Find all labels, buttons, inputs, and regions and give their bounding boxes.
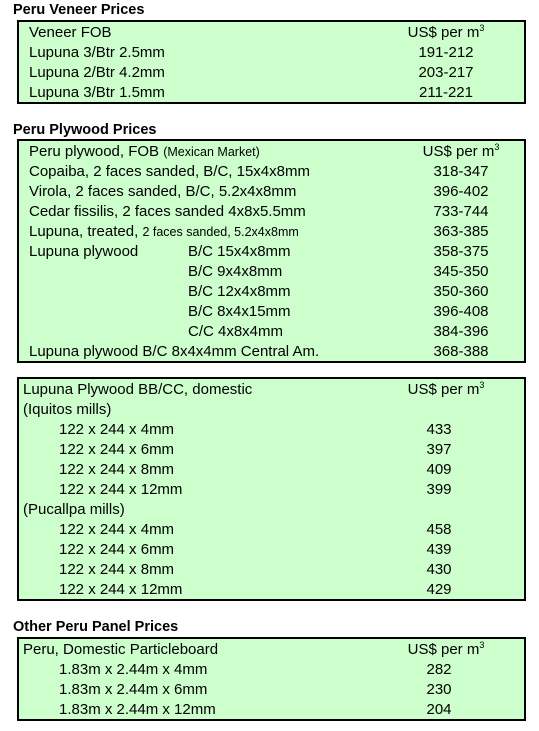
table-row (19, 83, 524, 103)
price-value: 458 (426, 521, 452, 538)
size-label: 1.83m x 2.44m x 12mm (59, 701, 216, 718)
veneer-table (17, 20, 526, 104)
price-value: 211-221 (419, 84, 473, 101)
table-row (19, 560, 524, 580)
price-value: 430 (426, 561, 452, 578)
size-label: 122 x 244 x 4mm (59, 521, 175, 538)
product-label: Copaiba, 2 faces sanded, B/C, 15x4x8mm (29, 163, 310, 180)
plywood-heading: Peru Plywood Prices (13, 122, 157, 138)
price-value: 368-388 (433, 343, 489, 360)
spec-label: C/C 4x8x4mm (188, 323, 284, 340)
plywood-header-row (19, 142, 524, 162)
spec-label: B/C 8x4x15mm (188, 303, 291, 320)
price-value: 384-396 (433, 323, 489, 340)
table-row (19, 680, 524, 700)
product-label: Lupuna plywood B/C 8x4x4mm Central Am. (29, 343, 320, 360)
veneer-header-row (19, 23, 524, 43)
price-value: 350-360 (433, 283, 489, 300)
price-value: 191-212 (418, 44, 474, 61)
price-value: 399 (426, 481, 452, 498)
size-label: 122 x 244 x 8mm (59, 561, 175, 578)
mill-group-label (19, 400, 524, 420)
price-value: 439 (426, 541, 452, 558)
table-row (19, 63, 524, 83)
table-row (19, 282, 524, 302)
size-label: 122 x 244 x 4mm (59, 421, 175, 438)
table-row (19, 222, 524, 242)
table-row (19, 322, 524, 342)
domestic-plywood-table (17, 377, 526, 601)
table-row (19, 420, 524, 440)
spec-label: B/C 12x4x8mm (188, 283, 291, 300)
table-row (19, 480, 524, 500)
domestic-unit-header: US$ per $m^3$ (407, 380, 485, 398)
table-row (19, 700, 524, 720)
table-row (19, 182, 524, 202)
veneer-header-label: Veneer FOB (29, 24, 112, 41)
size-label: 1.83m x 2.44m x 6mm (59, 681, 208, 698)
table-row (19, 660, 524, 680)
plywood-unit-header: US$ per $m^3$ (422, 142, 500, 160)
price-value: 203-217 (418, 64, 474, 81)
price-value: 363-385 (433, 223, 489, 240)
table-row (19, 580, 524, 600)
price-value: 282 (426, 661, 452, 678)
size-label: 122 x 244 x 8mm (59, 461, 175, 478)
panel-header-label: Peru, Domestic Particleboard (23, 641, 219, 658)
size-label: 122 x 244 x 6mm (59, 441, 175, 458)
panel-table (17, 637, 526, 721)
veneer-unit-header: US$ per $m^3$ (407, 23, 485, 41)
product-label: Lupuna 3/Btr 2.5mm (29, 44, 165, 61)
mill-label: (Iquitos mills) (23, 401, 112, 418)
product-label: Virola, 2 faces sanded, B/C, 5.2x4x8mm (29, 183, 297, 200)
panel-header-row (19, 640, 524, 660)
size-label: 1.83m x 2.44m x 4mm (59, 661, 208, 678)
mill-group-label (19, 500, 524, 520)
price-value: 409 (426, 461, 452, 478)
domestic-header-label: Lupuna Plywood BB/CC, domestic (23, 381, 253, 398)
plywood-table (17, 139, 526, 363)
table-row (19, 302, 524, 322)
panel-heading: Other Peru Panel Prices (13, 619, 179, 635)
table-row (19, 520, 524, 540)
domestic-header-row (19, 380, 524, 400)
price-value: 230 (426, 681, 452, 698)
table-row (19, 202, 524, 222)
price-value: 429 (426, 581, 452, 598)
price-value: 396-402 (433, 183, 489, 200)
size-label: 122 x 244 x 12mm (59, 481, 183, 498)
lupuna-plywood-label: Lupuna plywood (29, 243, 139, 260)
price-value: 204 (426, 701, 452, 718)
table-row (19, 342, 524, 362)
size-label: 122 x 244 x 6mm (59, 541, 175, 558)
table-row (19, 540, 524, 560)
price-value: 433 (426, 421, 452, 438)
spec-label: B/C 9x4x8mm (188, 263, 283, 280)
price-value: 358-375 (433, 243, 489, 260)
panel-unit-header: US$ per $m^3$ (407, 640, 485, 658)
product-label: Cedar fissilis, 2 faces sanded 4x8x5.5mm (29, 203, 306, 220)
price-value: 318-347 (433, 163, 489, 180)
price-value: 733-744 (433, 203, 489, 220)
table-row (19, 262, 524, 282)
table-row (19, 460, 524, 480)
product-label: Lupuna 3/Btr 1.5mm (29, 84, 165, 101)
price-value: 396-408 (433, 303, 489, 320)
price-value: 345-350 (433, 263, 489, 280)
plywood-header-label: Peru plywood, FOB (Mexican Market) (29, 143, 260, 160)
size-label: 122 x 244 x 12mm (59, 581, 183, 598)
product-label: Lupuna, treated, 2 faces sanded, 5.2x4x8mm (29, 223, 299, 240)
spec-label: B/C 15x4x8mm (188, 243, 291, 260)
product-label: Lupuna 2/Btr 4.2mm (29, 64, 165, 81)
table-row (19, 440, 524, 460)
price-value: 397 (426, 441, 452, 458)
table-row (19, 43, 524, 63)
mill-label: (Pucallpa mills) (23, 501, 125, 518)
veneer-heading: Peru Veneer Prices (13, 2, 145, 18)
table-row (19, 242, 524, 262)
table-row (19, 162, 524, 182)
